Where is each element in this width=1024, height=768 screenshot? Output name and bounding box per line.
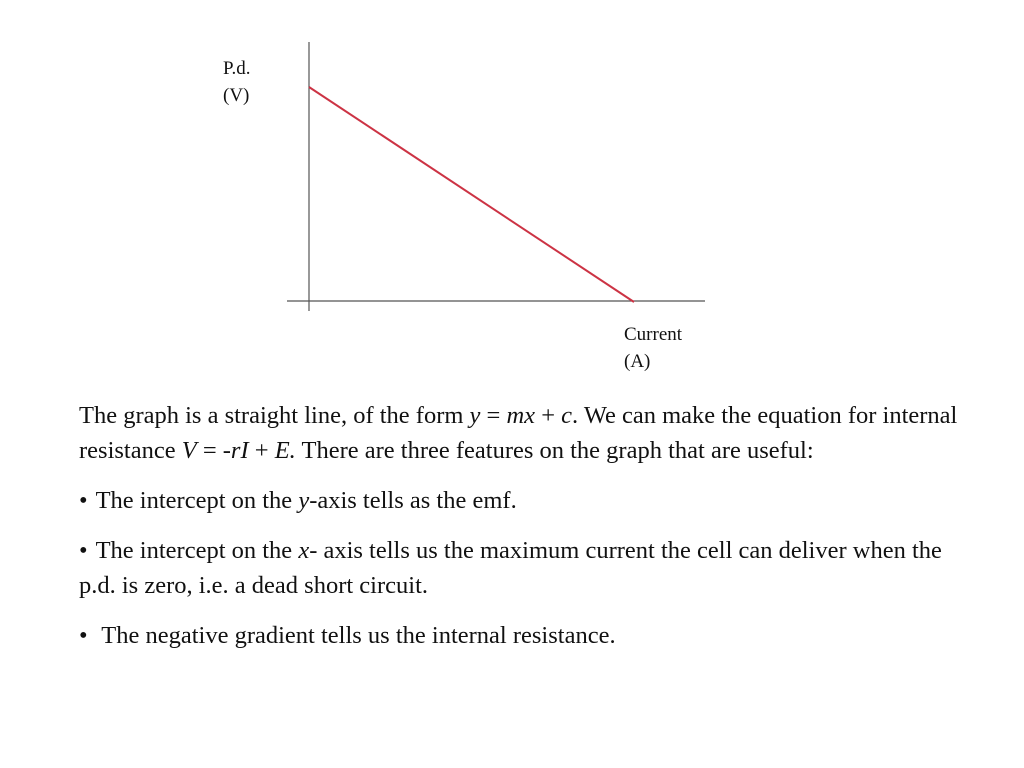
bullet-icon: • — [79, 622, 88, 649]
bullet-gradient-text: The negative gradient tells us the internal resistance. — [95, 622, 616, 649]
x-axis-label-unit: (A) — [624, 351, 651, 372]
bullet-emf-text-2: -axis tells as the emf. — [309, 487, 517, 514]
eq2-rI: rI — [230, 437, 249, 464]
intro-paragraph — [79, 398, 959, 468]
eq1-plus: + — [535, 402, 562, 429]
eq2-E: E. — [274, 437, 296, 464]
bullet-emf-text-1: The intercept on the — [95, 487, 299, 514]
eq1-mx: mx — [506, 402, 536, 429]
bullet-max-current-text-1: The intercept on the — [95, 537, 299, 564]
eq2-plus: + — [248, 437, 275, 464]
bullet-max-current-text-2: - axis tells us the maximum current the cell can deliver when the p.d. is zero, i.e. a dead short circuit. — [79, 537, 942, 599]
intro-text-2: . We can make the equation for internal resistance — [79, 402, 958, 464]
bullet-icon: • — [79, 537, 88, 564]
eq1-equals: = — [480, 402, 507, 429]
bullet-gradient — [79, 618, 959, 653]
eq2-V: V — [181, 437, 197, 464]
x-axis-label-quantity: Current — [624, 324, 683, 345]
pd-current-line — [309, 87, 634, 302]
bullet-emf — [79, 483, 959, 518]
bullet-max-current-var: x — [298, 537, 310, 564]
bullet-max-current — [79, 533, 959, 603]
eq2-equals: = - — [196, 437, 231, 464]
bullet-emf-var: y — [298, 487, 310, 514]
y-axis-label-quantity: P.d. — [223, 58, 251, 79]
eq1-y: y — [469, 402, 481, 429]
bullet-icon: • — [79, 487, 88, 514]
intro-text-3: There are three features on the graph that are useful: — [295, 437, 814, 464]
eq1-c: c — [561, 402, 573, 429]
y-axis-label-unit: (V) — [223, 85, 250, 106]
explanation-text — [79, 398, 959, 653]
intro-text-1: The graph is a straight line, of the form — [79, 402, 470, 429]
